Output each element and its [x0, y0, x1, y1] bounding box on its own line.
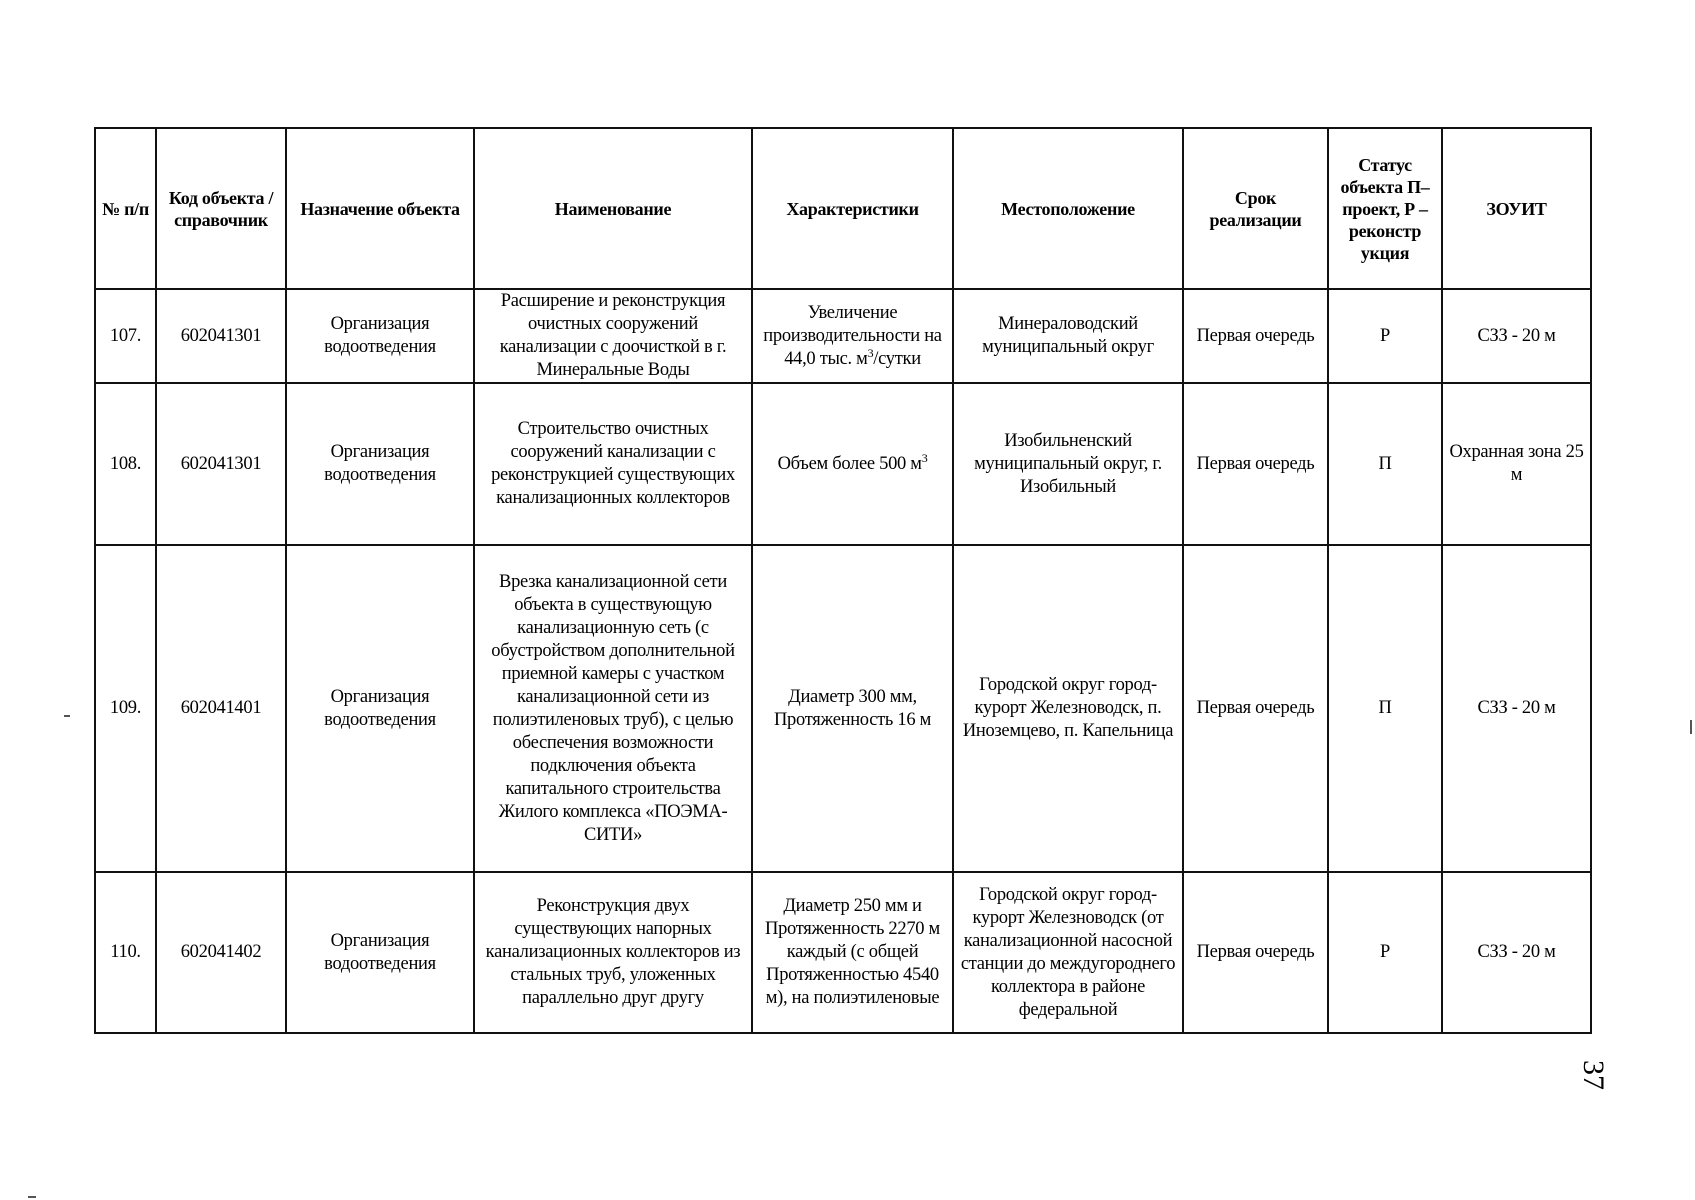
cell-zone: Охранная зона 25 м	[1442, 383, 1591, 545]
cell-code: 602041402	[156, 872, 286, 1033]
cell-zone: СЗЗ - 20 м	[1442, 872, 1591, 1033]
superscript: 3	[867, 345, 874, 360]
cell-name: Врезка канализационной сети объекта в существующую канализационную сеть (с обустройством дополнительной приемной камеры с участком канализационной сети из полиэтиленовых труб), с целью обеспечения возможности подключения объекта капитального строительства Жилого комплекса «ПОЭМА-СИТИ»	[474, 545, 752, 872]
cell-location: Минераловодский муниципальный округ	[953, 289, 1183, 383]
scan-artifact	[64, 715, 70, 717]
cell-characteristics	[752, 289, 953, 383]
cell-purpose: Организация водоотведения	[286, 545, 474, 872]
header-purpose: Назначение объекта	[286, 128, 474, 289]
header-num: № п/п	[95, 128, 156, 289]
cell-term: Первая очередь	[1183, 872, 1328, 1033]
header-term: Срок реализации	[1183, 128, 1328, 289]
cell-num: 107.	[95, 289, 156, 383]
cell-characteristics	[752, 872, 953, 1033]
cell-location	[953, 872, 1183, 1033]
cell-num: 108.	[95, 383, 156, 545]
cell-name: Строительство очистных сооружений канализации с реконструкцией существующих канализационных коллекторов	[474, 383, 752, 545]
characteristics-text: Объем более 500 м	[777, 453, 922, 474]
table-row	[95, 289, 1591, 383]
superscript: 3	[921, 450, 928, 465]
characteristics-unit: /сутки	[873, 348, 921, 369]
cell-code: 602041301	[156, 289, 286, 383]
table-row	[95, 383, 1591, 545]
cell-term: Первая очередь	[1183, 289, 1328, 383]
header-characteristics: Характеристики	[752, 128, 953, 289]
header-code: Код объекта / справочник	[156, 128, 286, 289]
cell-characteristics	[752, 383, 953, 545]
cell-num: 110.	[95, 872, 156, 1033]
scan-artifact	[1690, 720, 1692, 734]
table-row	[95, 872, 1591, 1033]
table-row	[95, 545, 1591, 872]
cell-status: Р	[1328, 289, 1442, 383]
header-name: Наименование	[474, 128, 752, 289]
header-location: Местоположение	[953, 128, 1183, 289]
cell-zone: СЗЗ - 20 м	[1442, 289, 1591, 383]
cell-name: Реконструкция двух существующих напорных канализационных коллекторов из стальных труб, уложенных параллельно друг другу	[474, 872, 752, 1033]
location-text: Городской округ город-курорт Железноводск (от канализационной насосной станции до междугороднего коллектора в районе федеральной	[960, 884, 1176, 1020]
characteristics-text: Увеличение производительности на 44,0 тыс. м	[763, 302, 942, 369]
cell-purpose: Организация водоотведения	[286, 872, 474, 1033]
cell-term: Первая очередь	[1183, 545, 1328, 872]
cell-zone: СЗЗ - 20 м	[1442, 545, 1591, 872]
cell-code: 602041301	[156, 383, 286, 545]
cell-location: Городской округ город-курорт Железноводск, п. Иноземцево, п. Капельница	[953, 545, 1183, 872]
cell-num: 109.	[95, 545, 156, 872]
cell-location: Изобильненский муниципальный округ, г. Изобильный	[953, 383, 1183, 545]
cell-characteristics: Диаметр 300 мм, Протяженность 16 м	[752, 545, 953, 872]
objects-table	[94, 127, 1592, 1034]
header-zone: ЗОУИТ	[1442, 128, 1591, 289]
cell-status: П	[1328, 545, 1442, 872]
cell-name: Расширение и реконструкция очистных сооружений канализации с доочисткой в г. Минеральные Воды	[474, 289, 752, 383]
page-number: 37	[1577, 1060, 1610, 1090]
cell-term: Первая очередь	[1183, 383, 1328, 545]
cell-purpose: Организация водоотведения	[286, 289, 474, 383]
table-header-row	[95, 128, 1591, 289]
cell-status: Р	[1328, 872, 1442, 1033]
cell-purpose: Организация водоотведения	[286, 383, 474, 545]
characteristics-text: Диаметр 250 мм и Протяженность 2270 м каждый (с общей Протяженностью 4540 м), на полиэтиленовые	[765, 896, 940, 1008]
cell-status: П	[1328, 383, 1442, 545]
scan-artifact	[28, 1196, 36, 1198]
cell-code: 602041401	[156, 545, 286, 872]
header-status: Статус объекта П– проект, Р – реконстр укция	[1328, 128, 1442, 289]
